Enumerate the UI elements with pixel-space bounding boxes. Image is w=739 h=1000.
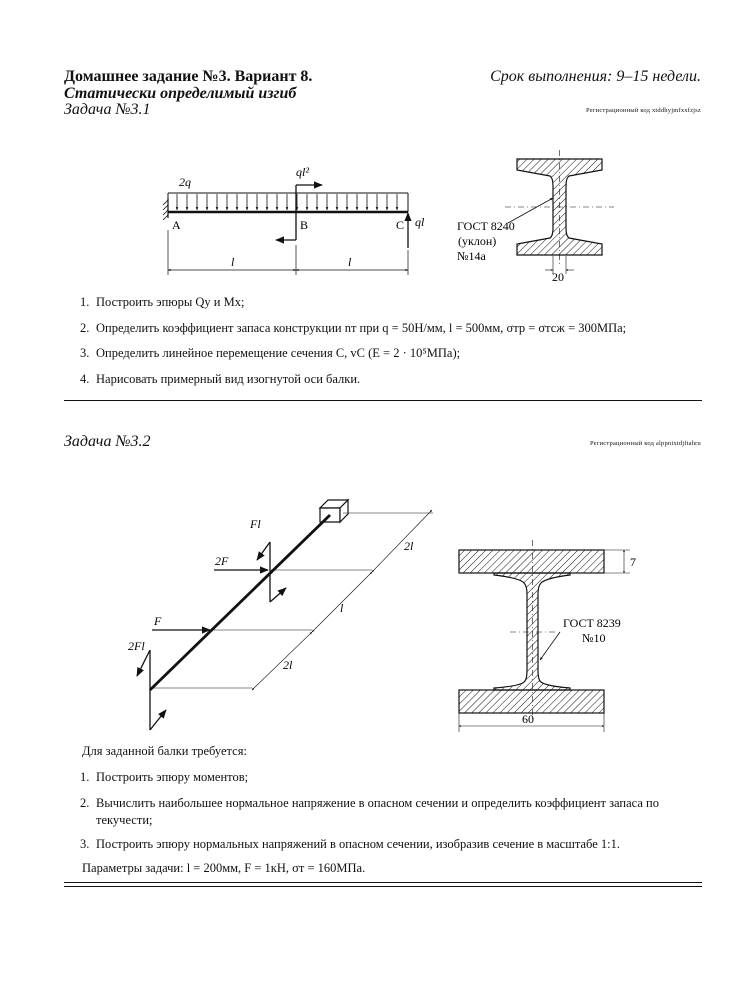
- task2-item-3: 3. Построить эпюру нормальных напряжений в опасном сечении, изобразив сечение в масштабе 1:1.: [80, 837, 620, 851]
- task1-reg-code: Регистрационный код xtddhyjmfxxfzjsz: [585, 107, 701, 114]
- label-gost-8239: ГОСТ 8239: [563, 616, 621, 630]
- task2-heading: Задача №3.2: [64, 433, 151, 450]
- task2-top-flange: [459, 550, 604, 573]
- label-f: F: [154, 614, 162, 628]
- label-point-a: A: [172, 218, 181, 232]
- task2-intro: Для заданной балки требуется:: [82, 744, 247, 758]
- label-span-1: l: [231, 255, 235, 269]
- task2-reg-code: Регистрационный код alppnixtdjftahru: [589, 440, 701, 447]
- task1-item-4: 4. Нарисовать примерный вид изогнутой оси балки.: [80, 372, 361, 386]
- label-14a: №14а: [457, 249, 486, 263]
- doc-subtitle: Статически определимый изгиб: [64, 85, 297, 102]
- label-2q: 2q: [179, 175, 191, 189]
- label-ql: ql: [415, 215, 425, 229]
- task1-item-3: 3. Определить линейное перемещение сечения C, vC (E = 2 · 10⁵МПа);: [80, 346, 461, 360]
- bottom-rule-1: [64, 882, 702, 883]
- label-ql2: ql²: [296, 165, 309, 179]
- label-dim-2l-bottom: 2l: [283, 658, 293, 672]
- label-point-c: C: [396, 218, 405, 232]
- label-dim-7: 7: [630, 555, 636, 569]
- deadline: Срок выполнения: 9–15 недели.: [490, 68, 701, 85]
- label-fl: Fl: [250, 517, 261, 531]
- doc-title: Домашнее задание №3. Вариант 8.: [64, 68, 313, 85]
- label-dim-2l-top: 2l: [404, 539, 414, 553]
- task2-item-2: 2. Вычислить наибольшее нормальное напряжение в опасном сечении и определить коэффициент запаса по текучести;: [80, 796, 659, 827]
- task2-item-1: 1. Построить эпюру моментов;: [80, 770, 249, 784]
- label-2fl: 2Fl: [128, 639, 145, 653]
- task2-params: Параметры задачи: l = 200мм, F = 1кН, σт = 160МПа.: [82, 861, 366, 875]
- label-gost-8240: ГОСТ 8240: [457, 219, 515, 233]
- label-point-b: B: [300, 218, 309, 232]
- label-2f: 2F: [215, 554, 229, 568]
- task1-item-1: 1. Построить эпюры Qy и Mx;: [80, 295, 245, 309]
- task2-section-web: [494, 573, 570, 690]
- label-dim-60: 60: [522, 712, 534, 726]
- label-uklon: (уклон): [458, 234, 497, 248]
- label-dim-l: l: [340, 601, 344, 615]
- task1-item-2: 2. Определить коэффициент запаса конструкции nт при q = 50Н/мм, l = 500мм, σтр = σтсж = 300МПа;: [80, 321, 627, 335]
- task1-heading: Задача №3.1: [64, 101, 151, 118]
- label-span-2: l: [348, 255, 352, 269]
- task-divider: [64, 400, 702, 401]
- label-n10: №10: [582, 631, 606, 645]
- bottom-rule-2: [64, 886, 702, 887]
- task1-beam-diagram: [0, 0, 739, 300]
- label-dim-20: 20: [552, 270, 564, 284]
- task2-spatial-diagram: [0, 470, 739, 740]
- task2-bottom-flange: [459, 690, 604, 713]
